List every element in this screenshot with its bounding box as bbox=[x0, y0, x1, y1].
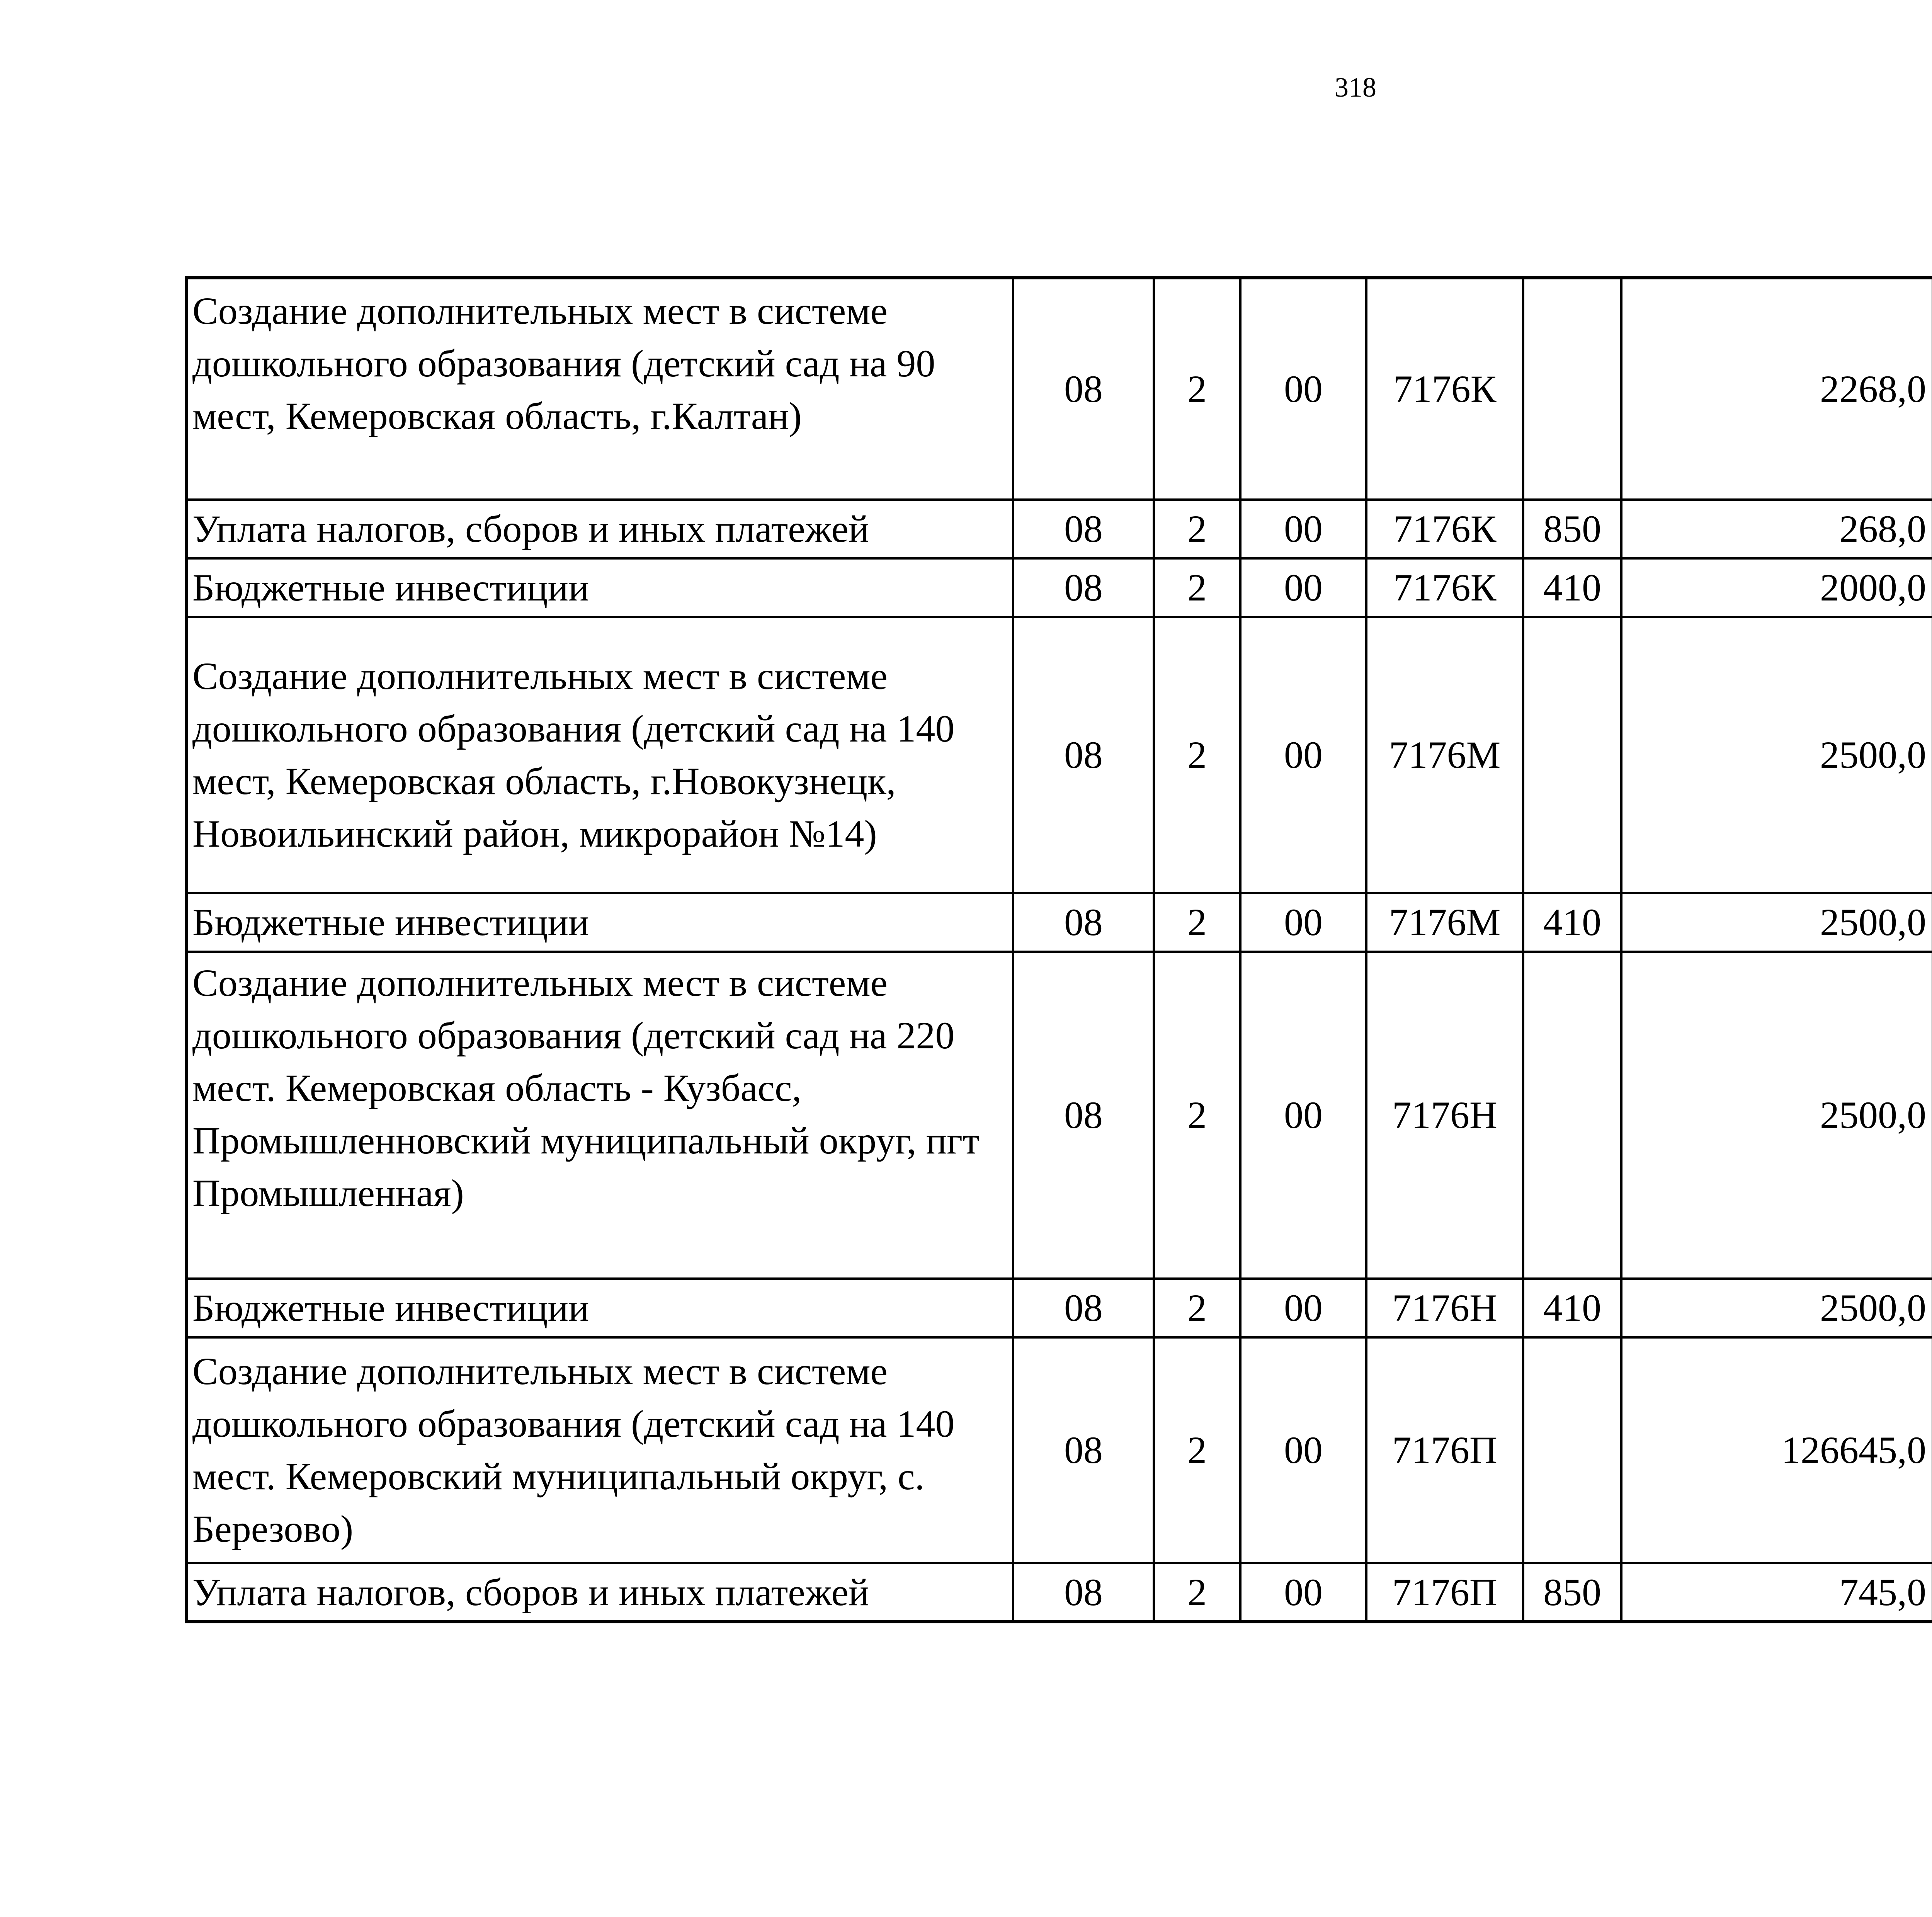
direction-code: 7176К bbox=[1366, 558, 1523, 617]
table-row bbox=[186, 1337, 1932, 1563]
row-description: Уплата налогов, сборов и иных платежей bbox=[186, 1563, 1013, 1622]
direction-code: 7176М bbox=[1366, 893, 1523, 952]
section-code: 08 bbox=[1013, 1563, 1154, 1622]
subprogram-code: 00 bbox=[1240, 952, 1366, 1279]
table-row bbox=[186, 558, 1932, 617]
program-code: 2 bbox=[1154, 1337, 1240, 1563]
program-code: 2 bbox=[1154, 617, 1240, 893]
row-description: Создание дополнительных мест в системе дошкольного образования (детский сад на 90 мест, Кемеровская область, г.Калтан) bbox=[186, 278, 1013, 500]
program-code: 2 bbox=[1154, 500, 1240, 558]
section-code: 08 bbox=[1013, 952, 1154, 1279]
program-code: 2 bbox=[1154, 558, 1240, 617]
direction-code: 7176К bbox=[1366, 500, 1523, 558]
expense-type-code: 410 bbox=[1523, 893, 1621, 952]
subprogram-code: 00 bbox=[1240, 617, 1366, 893]
expense-type-code bbox=[1523, 952, 1621, 1279]
expense-type-code bbox=[1523, 278, 1621, 500]
direction-code: 7176М bbox=[1366, 617, 1523, 893]
amount-1: 2500,0 bbox=[1621, 893, 1932, 952]
expense-type-code bbox=[1523, 1337, 1621, 1563]
amount-1: 745,0 bbox=[1621, 1563, 1932, 1622]
subprogram-code: 00 bbox=[1240, 278, 1366, 500]
direction-code: 7176Н bbox=[1366, 952, 1523, 1279]
row-description: Бюджетные инвестиции bbox=[186, 558, 1013, 617]
program-code: 2 bbox=[1154, 1279, 1240, 1337]
program-code: 2 bbox=[1154, 278, 1240, 500]
row-description: Создание дополнительных мест в системе дошкольного образования (детский сад на 140 мест. Кемеровский муниципальный округ, с. Березово) bbox=[186, 1337, 1013, 1563]
subprogram-code: 00 bbox=[1240, 893, 1366, 952]
row-description: Уплата налогов, сборов и иных платежей bbox=[186, 500, 1013, 558]
amount-1: 2500,0 bbox=[1621, 952, 1932, 1279]
amount-1: 2268,0 bbox=[1621, 278, 1932, 500]
table-row bbox=[186, 617, 1932, 893]
amount-1: 2500,0 bbox=[1621, 617, 1932, 893]
table-row bbox=[186, 1563, 1932, 1622]
section-code: 08 bbox=[1013, 893, 1154, 952]
direction-code: 7176Н bbox=[1366, 1279, 1523, 1337]
table-row bbox=[186, 952, 1932, 1279]
subprogram-code: 00 bbox=[1240, 1563, 1366, 1622]
row-description: Бюджетные инвестиции bbox=[186, 1279, 1013, 1337]
subprogram-code: 00 bbox=[1240, 500, 1366, 558]
table-row bbox=[186, 1279, 1932, 1337]
section-code: 08 bbox=[1013, 1337, 1154, 1563]
amount-1: 2500,0 bbox=[1621, 1279, 1932, 1337]
direction-code: 7176П bbox=[1366, 1563, 1523, 1622]
amount-1: 2000,0 bbox=[1621, 558, 1932, 617]
row-description: Бюджетные инвестиции bbox=[186, 893, 1013, 952]
expense-type-code: 850 bbox=[1523, 1563, 1621, 1622]
table-row bbox=[186, 278, 1932, 500]
expense-type-code: 410 bbox=[1523, 558, 1621, 617]
amount-1: 268,0 bbox=[1621, 500, 1932, 558]
amount-1: 126645,0 bbox=[1621, 1337, 1932, 1563]
expense-type-code bbox=[1523, 617, 1621, 893]
direction-code: 7176П bbox=[1366, 1337, 1523, 1563]
table-row bbox=[186, 893, 1932, 952]
section-code: 08 bbox=[1013, 500, 1154, 558]
page-number: 318 bbox=[1335, 72, 1376, 103]
budget-table bbox=[185, 276, 1932, 1623]
program-code: 2 bbox=[1154, 893, 1240, 952]
section-code: 08 bbox=[1013, 1279, 1154, 1337]
subprogram-code: 00 bbox=[1240, 1337, 1366, 1563]
expense-type-code: 410 bbox=[1523, 1279, 1621, 1337]
table-row bbox=[186, 500, 1932, 558]
expense-type-code: 850 bbox=[1523, 500, 1621, 558]
section-code: 08 bbox=[1013, 558, 1154, 617]
direction-code: 7176К bbox=[1366, 278, 1523, 500]
row-description: Создание дополнительных мест в системе дошкольного образования (детский сад на 140 мест, Кемеровская область, г.Новокузнецк, Новоильинский район, микрорайон №14) bbox=[186, 617, 1013, 893]
section-code: 08 bbox=[1013, 617, 1154, 893]
section-code: 08 bbox=[1013, 278, 1154, 500]
subprogram-code: 00 bbox=[1240, 1279, 1366, 1337]
subprogram-code: 00 bbox=[1240, 558, 1366, 617]
program-code: 2 bbox=[1154, 952, 1240, 1279]
row-description: Создание дополнительных мест в системе дошкольного образования (детский сад на 220 мест. Кемеровская область - Кузбасс, Промышленновский муниципальный округ, пгт Промышленная) bbox=[186, 952, 1013, 1279]
program-code: 2 bbox=[1154, 1563, 1240, 1622]
